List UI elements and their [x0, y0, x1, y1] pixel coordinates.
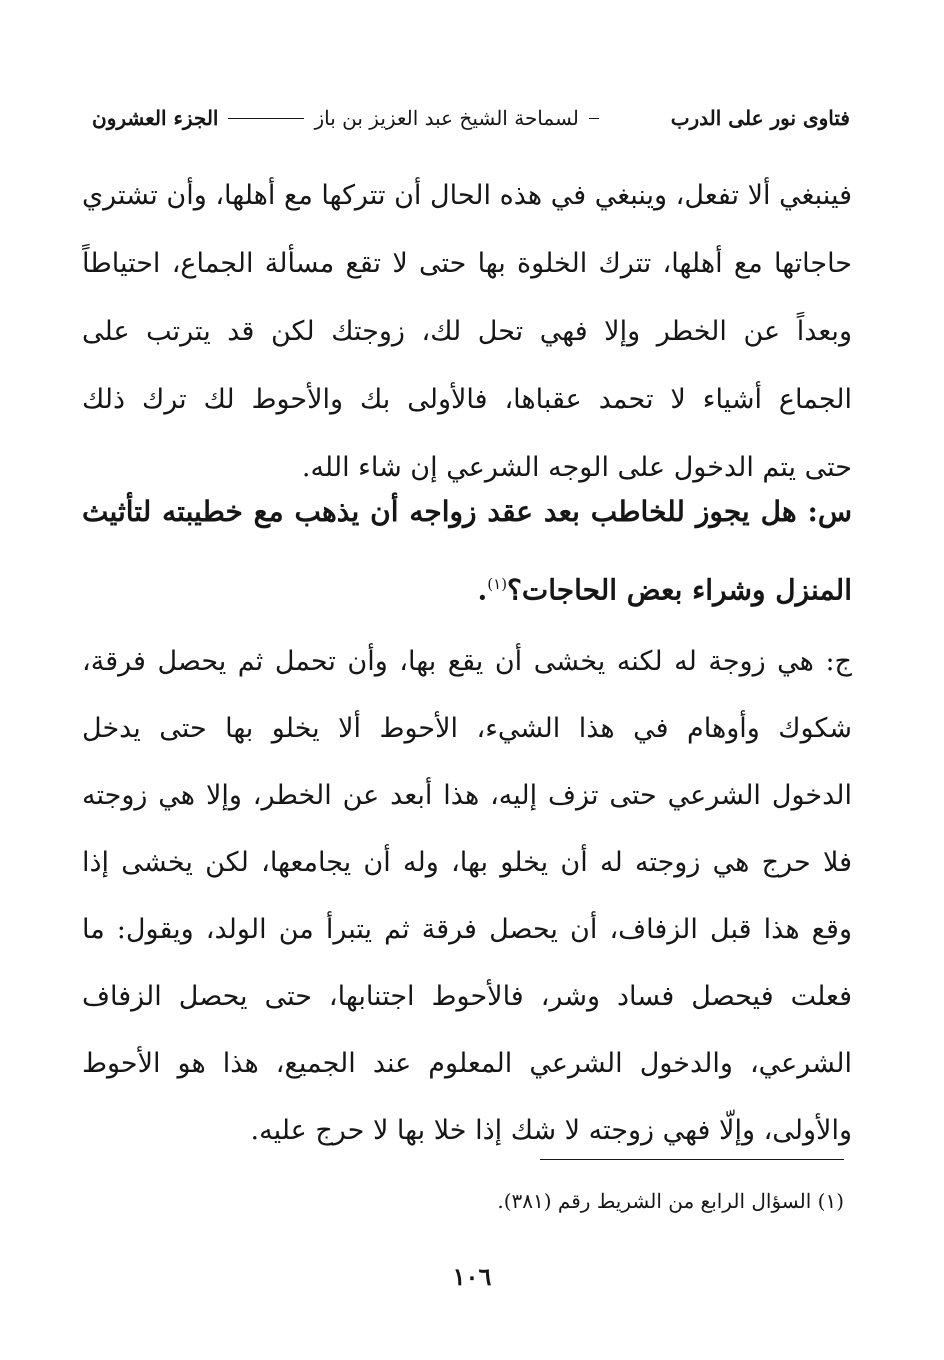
answer-line: فلا حرج هي زوجته له أن يخلو بها، وله أن يجامعها، لكن يخشى إذا — [82, 847, 852, 878]
author-name: لسماحة الشيخ عبد العزيز بن باز — [314, 106, 579, 130]
answer-line: شكوك وأوهام في هذا الشيء، الأحوط ألا يخلو بها حتى يدخل — [82, 713, 852, 744]
text-line: وبعداً عن الخطر وإلا فهي تحل لك، زوجتك لكن قد يترتب على — [82, 316, 852, 347]
footnote: (١) السؤال الرابع من الشريط رقم (٣٨١). — [497, 1189, 844, 1213]
running-header — [92, 98, 850, 138]
answer-line: ج: هي زوجة له لكنه يخشى أن يقع بها، وأن تحمل ثم يحصل فرقة، — [82, 646, 852, 677]
answer-line: وقع هذا قبل الزفاف، أن يحصل فرقة ثم يتبرأ من الولد، ويقول: ما — [82, 914, 852, 945]
text-line: حتى يتم الدخول على الوجه الشرعي إن شاء الله. — [301, 452, 852, 483]
answer-line: والأولى، وإلّا فهي زوجته لا شك إذا خلا بها لا حرج عليه. — [250, 1115, 852, 1146]
question-line: س: هل يجوز للخاطب بعد عقد زواجه أن يذهب مع خطيبته لتأثيث — [82, 495, 852, 528]
page-number: ١٠٦ — [452, 1262, 492, 1291]
question-line-last: المنزل وشراء بعض الحاجات؟$^{(١)}$. — [477, 573, 852, 607]
book-title: فتاوى نور على الدرب — [670, 106, 850, 130]
question-text: المنزل وشراء بعض الحاجات؟ — [507, 573, 852, 607]
answer-line: فعلت فيحصل فساد وشر، فالأحوط اجتنابها، حتى يحصل الزفاف — [82, 981, 852, 1012]
paragraph-continued — [82, 162, 852, 502]
answer-line: الشرعي، والدخول الشرعي المعلوم عند الجميع، هذا هو الأحوط — [82, 1048, 852, 1079]
text-line: الجماع أشياء لا تحمد عقباها، فالأولى بك والأحوط لك ترك ذلك — [82, 384, 852, 415]
question-block — [82, 476, 852, 620]
text-line: فينبغي ألا تفعل، وينبغي في هذه الحال أن تتركها مع أهلها، وأن تشتري — [82, 180, 852, 211]
volume-label: الجزء العشرون — [92, 106, 219, 130]
text-line: حاجاتها مع أهلها، تترك الخلوة بها حتى لا تقع مسألة الجماع، احتياطاً — [82, 248, 852, 279]
answer-block — [82, 628, 852, 1164]
answer-line: الدخول الشرعي حتى تزف إليه، هذا أبعد عن الخطر، وإلا هي زوجته — [82, 780, 852, 811]
footnote-divider — [540, 1159, 844, 1160]
header-rule — [228, 118, 304, 119]
header-separator — [589, 118, 599, 119]
footnote-ref: (١) — [487, 575, 508, 593]
